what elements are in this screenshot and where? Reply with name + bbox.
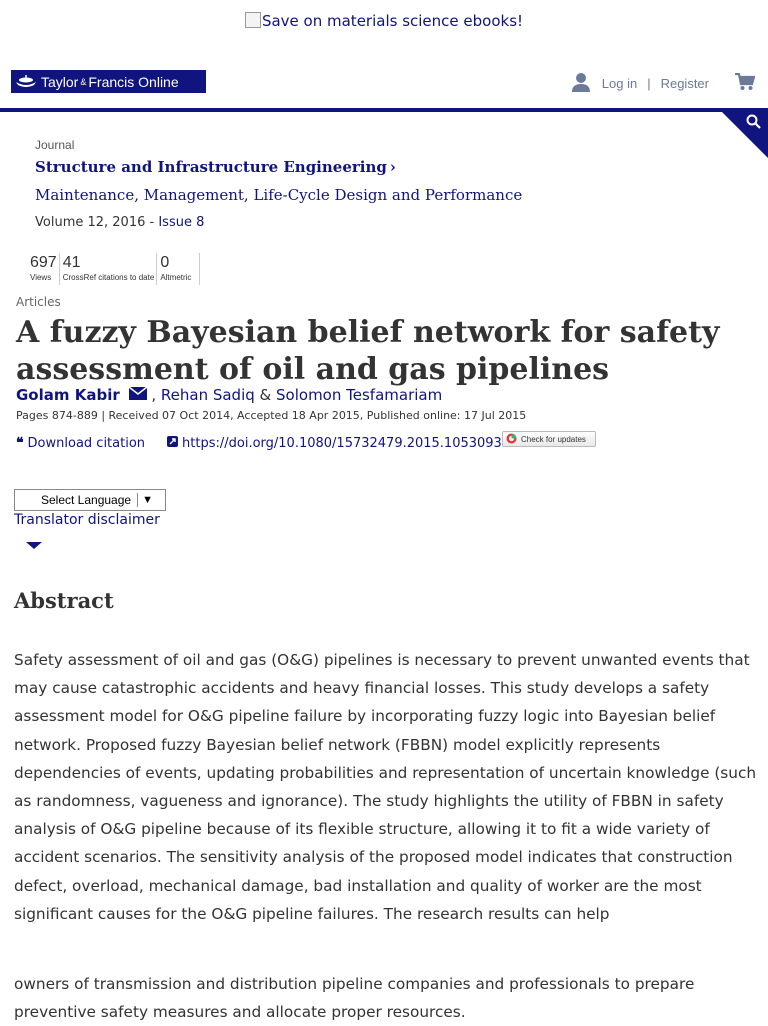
doi-link[interactable]: https://doi.org/10.1080/15732479.2015.1053093 <box>182 435 502 451</box>
journal-name-link[interactable] <box>35 158 396 176</box>
metric-citations[interactable] <box>60 253 158 285</box>
volume-info <box>35 215 204 230</box>
disclaimer-toggle-icon[interactable] <box>26 542 42 549</box>
language-select[interactable] <box>14 489 166 511</box>
author-link[interactable]: Rehan Sadiq <box>160 386 255 404</box>
nav-separator: | <box>647 75 651 91</box>
cart-icon[interactable] <box>735 73 755 94</box>
register-link[interactable]: Register <box>660 75 709 91</box>
login-link[interactable]: Log in <box>601 75 638 91</box>
journal-subtitle[interactable]: Maintenance, Management, Life-Cycle Design and Performance <box>35 186 523 204</box>
logo-text-2: Francis Online <box>88 73 179 90</box>
author-list <box>16 386 442 404</box>
logo-text: Taylor <box>41 73 79 90</box>
quote-icon: ❝ <box>16 435 24 451</box>
translator-disclaimer-link[interactable]: Translator disclaimer <box>14 512 160 528</box>
language-select-value: Select Language <box>41 493 132 507</box>
chevron-down-icon: ▼ <box>142 494 153 506</box>
metric-value: 0 <box>160 254 170 271</box>
author-separator: & <box>259 386 272 404</box>
dropdown-separator <box>137 493 138 507</box>
author-separator: , <box>151 386 157 404</box>
header-divider <box>0 108 768 112</box>
external-link-icon <box>167 436 178 451</box>
author-link[interactable]: Solomon Tesfamariam <box>276 386 443 404</box>
metric-altmetric[interactable] <box>157 253 200 285</box>
metric-value: 697 <box>30 254 57 271</box>
crossmark-icon <box>506 433 517 446</box>
mail-icon[interactable] <box>129 386 152 404</box>
abstract-paragraph: owners of transmission and distribution pipeline companies and professionals to prepare preventive safety measures and allocate proper resources. <box>14 975 695 1022</box>
issue-link[interactable]: Issue 8 <box>158 215 205 230</box>
promo-banner[interactable] <box>0 12 768 30</box>
author-link[interactable]: Golam Kabir <box>16 386 120 404</box>
metric-label: Views <box>30 273 52 282</box>
search-icon[interactable] <box>746 114 761 133</box>
check-updates-button[interactable] <box>502 431 596 447</box>
journal-name[interactable]: Structure and Infrastructure Engineering <box>35 158 387 176</box>
lamp-logo-icon <box>11 70 41 93</box>
site-logo[interactable] <box>11 70 206 93</box>
article-title: A fuzzy Bayesian belief network for safety assessment of oil and gas pipelines <box>16 315 720 387</box>
publication-info: Pages 874-889 | Received 07 Oct 2014, Accepted 18 Apr 2015, Published online: 17 Jul 2015 <box>16 409 527 422</box>
article-metrics <box>28 253 200 285</box>
chevron-right-icon: › <box>389 158 396 176</box>
promo-banner-text[interactable]: Save on materials science ebooks! <box>261 12 524 30</box>
broken-image-icon <box>245 12 261 28</box>
metric-value: 41 <box>62 254 81 271</box>
article-actions <box>16 435 502 451</box>
metric-label: Altmetric <box>160 273 192 282</box>
logo-amp: & <box>80 76 87 87</box>
user-icon[interactable] <box>572 72 590 95</box>
metric-label: CrossRef citations to date <box>62 273 155 282</box>
download-citation-link[interactable]: Download citation <box>27 435 146 451</box>
check-updates-label: Check for updates <box>521 434 586 444</box>
abstract-paragraph: Safety assessment of oil and gas (O&G) pipelines is necessary to prevent unwanted events that may cause catastrophic accidents and heavy financial losses. This study develops a safety assessment model for O&G pipeline failure by incorporating fuzzy logic into Bayesian belief network. Proposed fuzzy Bayesian belief network (FBBN) model explicitly represents dependencies of events, updating probabilities and representation of uncertain knowledge (such as randomness, vagueness and ignorance). The study highlights the utility of FBBN in safety analysis of O&G pipeline because of its flexible structure, allowing it to fit a wide variety of accident scenarios. The sensitivity analysis of the proposed model indicates that construction defect, overload, mechanical damage, bad installation and quality of worker are the most significant causes for the O&G pipeline failures. The research results can help <box>14 651 757 923</box>
metric-views <box>28 253 60 285</box>
abstract-heading: Abstract <box>14 588 114 613</box>
article-section: Articles <box>16 295 61 309</box>
journal-label: Journal <box>35 138 75 152</box>
volume-text: Volume 12, 2016 - <box>35 215 159 230</box>
top-nav <box>572 70 768 96</box>
